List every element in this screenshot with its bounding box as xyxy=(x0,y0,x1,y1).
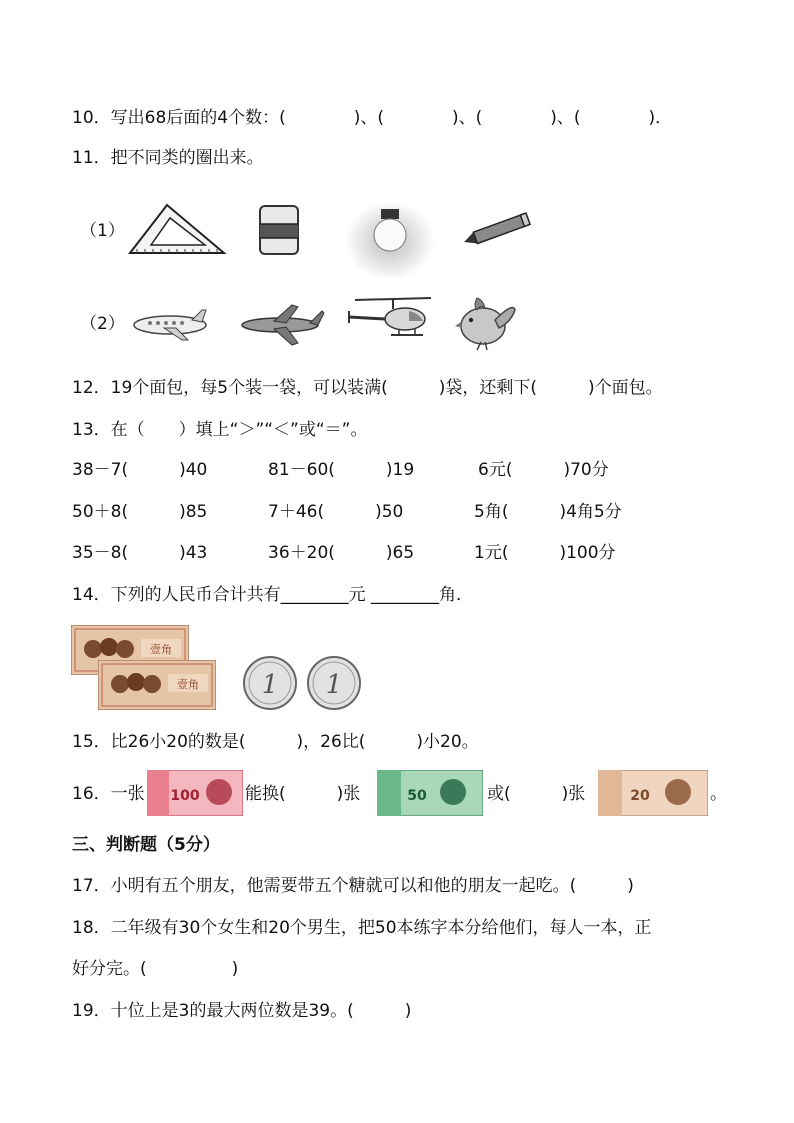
note-value: 20 xyxy=(630,788,650,804)
q13-item: 1元( )100分 xyxy=(474,543,616,563)
question-17: 17．小明有五个朋友，他需要带五个糖就可以和他的朋友一起吃。( ) xyxy=(72,876,634,896)
question-10: 10．写出68后面的4个数：( )、( )、( )、( )． xyxy=(72,108,673,128)
section-title: 三、判断题（5分） xyxy=(72,835,220,855)
q11-row2-label: （2） xyxy=(80,314,125,334)
question-13: 13．在（ ）填上“＞”“＜”或“＝”。 xyxy=(72,420,368,440)
q11-row1-label: （1） xyxy=(80,221,125,241)
q13-item: 38－7( )40 xyxy=(72,460,208,480)
q13-item: 5角( )4角5分 xyxy=(474,502,622,522)
coin-value: 1 xyxy=(325,670,343,700)
light-bulb-icon xyxy=(345,197,435,277)
q13-item: 81－60( )19 xyxy=(268,460,415,480)
one-jiao-note-icon xyxy=(98,660,216,710)
note-value: 100 xyxy=(170,788,200,804)
q13-item: 36＋20( )65 xyxy=(268,543,415,563)
coin-value: 1 xyxy=(261,670,279,700)
question-12: 12．19个面包，每5个装一袋，可以装满( )袋，还剩下( )个面包。 xyxy=(72,378,663,398)
question-18-line2: 好分完。( ) xyxy=(72,959,239,979)
airplane-icon xyxy=(130,308,208,342)
one-yuan-coin-icon xyxy=(242,655,298,711)
q13-item: 6元( )70分 xyxy=(478,460,609,480)
helicopter-icon xyxy=(343,295,433,341)
rmb-50-note-icon xyxy=(377,770,483,816)
q13-item: 35－8( )43 xyxy=(72,543,208,563)
note-value: 50 xyxy=(407,788,427,804)
q16-end: 。 xyxy=(710,784,727,804)
q16-prefix: 16．一张 xyxy=(72,784,145,804)
q16-mid1: 能换( )张 xyxy=(245,784,361,804)
one-jiao-note-label: 壹角 xyxy=(177,678,199,691)
question-18-line1: 18．二年级有30个女生和20个男生，把50本练字本分给他们，每人一本，正 xyxy=(72,918,652,938)
one-yuan-coin-icon xyxy=(306,655,362,711)
rmb-100-note-icon xyxy=(147,770,243,816)
bird-icon xyxy=(455,292,519,352)
q13-item: 7＋46( )50 xyxy=(268,502,404,522)
rmb-20-note-icon xyxy=(598,770,708,816)
question-14: 14．下列的人民币合计共有________元 ________角． xyxy=(72,585,474,605)
q16-mid2: 或( )张 xyxy=(487,784,586,804)
pencil-icon xyxy=(458,210,536,250)
question-15: 15．比26小20的数是( )，26比( )小20。 xyxy=(72,732,479,752)
triangle-ruler-icon xyxy=(127,203,227,255)
propeller-plane-icon xyxy=(238,303,326,347)
question-11: 11．把不同类的圈出来。 xyxy=(72,148,264,168)
eraser-icon xyxy=(258,204,300,256)
one-jiao-note-label: 壹角 xyxy=(150,643,172,656)
q13-item: 50＋8( )85 xyxy=(72,502,208,522)
question-19: 19．十位上是3的最大两位数是39。( ) xyxy=(72,1001,412,1021)
